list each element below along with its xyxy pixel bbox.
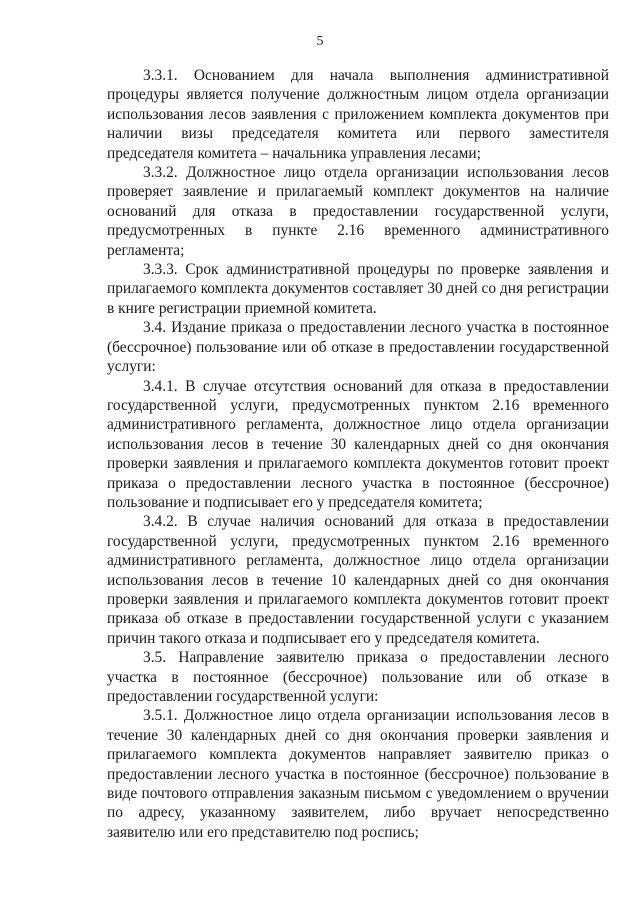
paragraph-3-5-1: 3.5.1. Должностное лицо отдела организации использования лесов в течение 30 календарных дней со дня окончания проверки заявления и прилагаемого комплекта документов направляет заявителю приказ о предоставлении лесного участка в постоянное (бессрочное) пользование в виде почтового отправления заказным письмом с уведомлением о вручении по адресу, указанному заявителем, либо вручает непосредственно заявителю или его представителю под роспись; xyxy=(107,707,609,841)
paragraph-3-3-3: 3.3.3. Срок административной процедуры по проверке заявления и прилагаемого комплекта документов составляет 30 дней со дня регистрации в книге регистрации приемной комитета. xyxy=(107,261,609,317)
paragraph-3-4-2: 3.4.2. В случае наличия оснований для отказа в предоставлении государственной услуги, предусмотренных пунктом 2.16 временного административного регламента, должностное лицо отдела организации использования лесов в течение 10 календарных дней со дня окончания проверки заявления и прилагаемого комплекта документов готовит проект приказа об отказе в предоставлении государственной услуги с указанием причин такого отказа и подписывает его у председателя комитета. xyxy=(107,513,609,647)
paragraph-3-5: 3.5. Направление заявителю приказа о предоставлении лесного участка в постоянное (бессрочное) пользование или об отказе в предоставлении государственной услуги: xyxy=(107,649,609,705)
paragraph-3-3-1: 3.3.1. Основанием для начала выполнения административной процедуры является получение должностным лицом отдела организации использования лесов заявления с приложением комплекта документов при наличии визы председателя комитета или первого заместителя председателя комитета – начальника управления лесами; xyxy=(107,67,609,162)
paragraph-3-4-1: 3.4.1. В случае отсутствия оснований для отказа в предоставлении государственной услуги, предусмотренных пунктом 2.16 временного административного регламента, должностное лицо отдела организации использования лесов в течение 30 календарных дней со дня окончания проверки заявления и прилагаемого комплекта документов готовит проект приказа о предоставлении лесного участка в постоянное (бессрочное) пользование и подписывает его у председателя комитета; xyxy=(107,377,609,511)
document-body xyxy=(107,66,609,842)
paragraph-3-4: 3.4. Издание приказа о предоставлении лесного участка в постоянное (бессрочное) пользование или об отказе в предоставлении государственной услуги: xyxy=(107,319,609,376)
page-number: 5 xyxy=(316,34,324,49)
paragraph-3-3-2: 3.3.2. Должностное лицо отдела организации использования лесов проверяет заявление и прилагаемый комплект документов на наличие оснований для отказа в предоставлении государственной услуги, предусмотренных в пункте 2.16 временного административного регламента; xyxy=(107,164,609,259)
